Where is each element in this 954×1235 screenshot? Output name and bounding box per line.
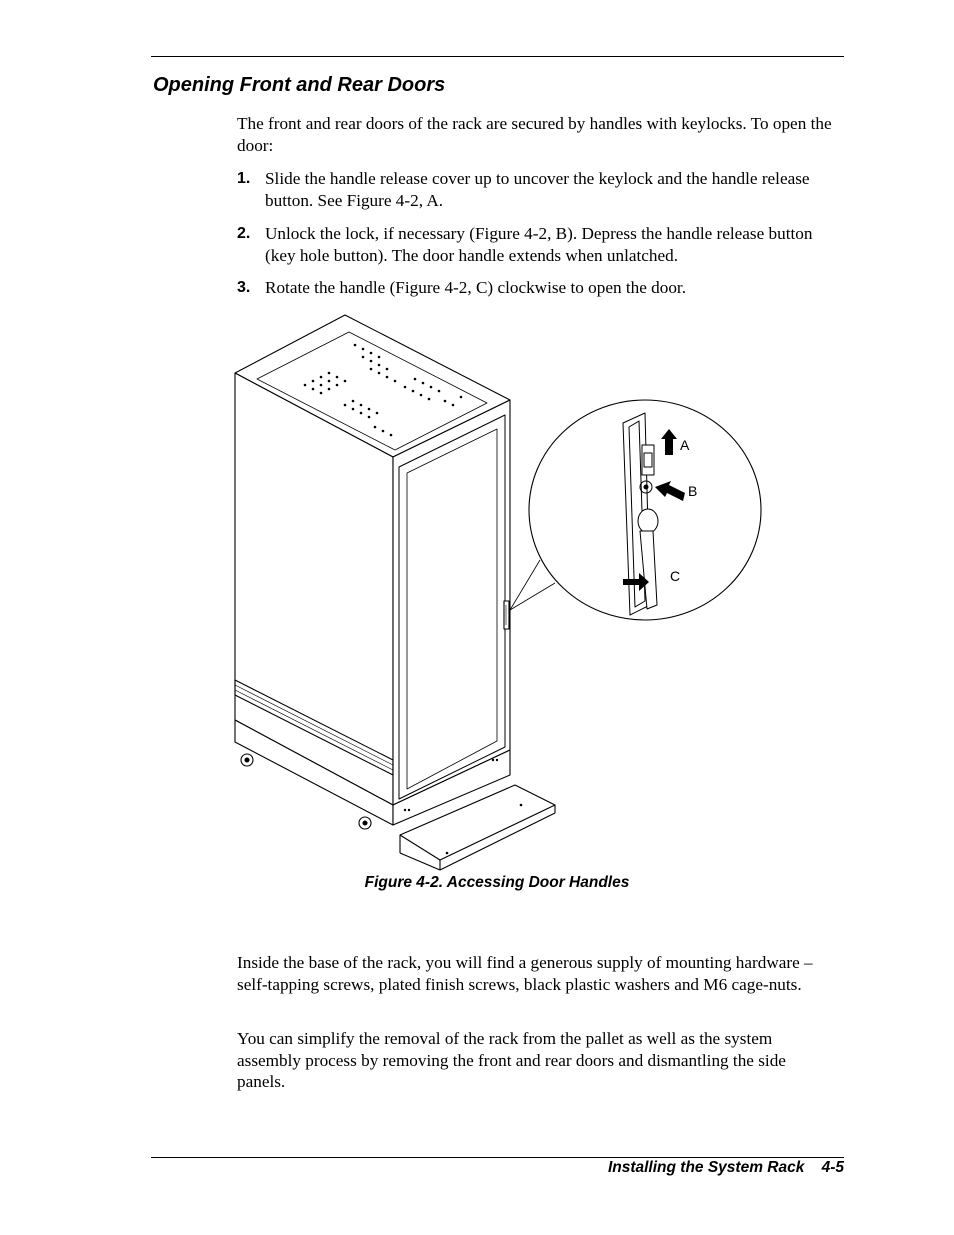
step-2	[237, 223, 837, 266]
intro-paragraph: The front and rear doors of the rack are secured by handles with keylocks. To open the door:	[237, 114, 832, 155]
header-rule	[151, 56, 844, 57]
callout-b: B	[688, 483, 698, 499]
rack-illustration	[225, 305, 770, 875]
step-text: Slide the handle release cover up to uncover the keylock and the handle release button. See Figure 4-2, A.	[265, 169, 810, 210]
callout-a: A	[680, 437, 690, 453]
footer-chapter: Installing the System Rack	[607, 1159, 805, 1176]
step-3	[237, 277, 837, 299]
step-text: Rotate the handle (Figure 4-2, C) clockwise to open the door.	[265, 278, 686, 297]
removal-paragraph: You can simplify the removal of the rack from the pallet as well as the system assembly process by removing the front and rear doors and dismantling the side panels.	[237, 1029, 786, 1091]
step-1	[237, 168, 837, 211]
rack-figure	[225, 305, 770, 875]
step-number: 3.	[237, 279, 251, 296]
hardware-paragraph: Inside the base of the rack, you will find a generous supply of mounting hardware – self-tapping screws, plated finish screws, black plastic washers and M6 cage-nuts.	[237, 953, 813, 994]
section-title: Opening Front and Rear Doors	[153, 74, 446, 96]
figure-caption: Figure 4-2. Accessing Door Handles	[364, 874, 630, 891]
footer-rule	[151, 1157, 844, 1158]
page-number: 4-5	[821, 1159, 844, 1176]
page-footer	[608, 1159, 844, 1177]
step-text: Unlock the lock, if necessary (Figure 4-2, B). Depress the handle release button (key hole button). The door handle extends when unlatched.	[265, 224, 813, 265]
callout-c: C	[670, 568, 681, 584]
step-number: 2.	[237, 225, 251, 242]
step-number: 1.	[237, 170, 251, 187]
